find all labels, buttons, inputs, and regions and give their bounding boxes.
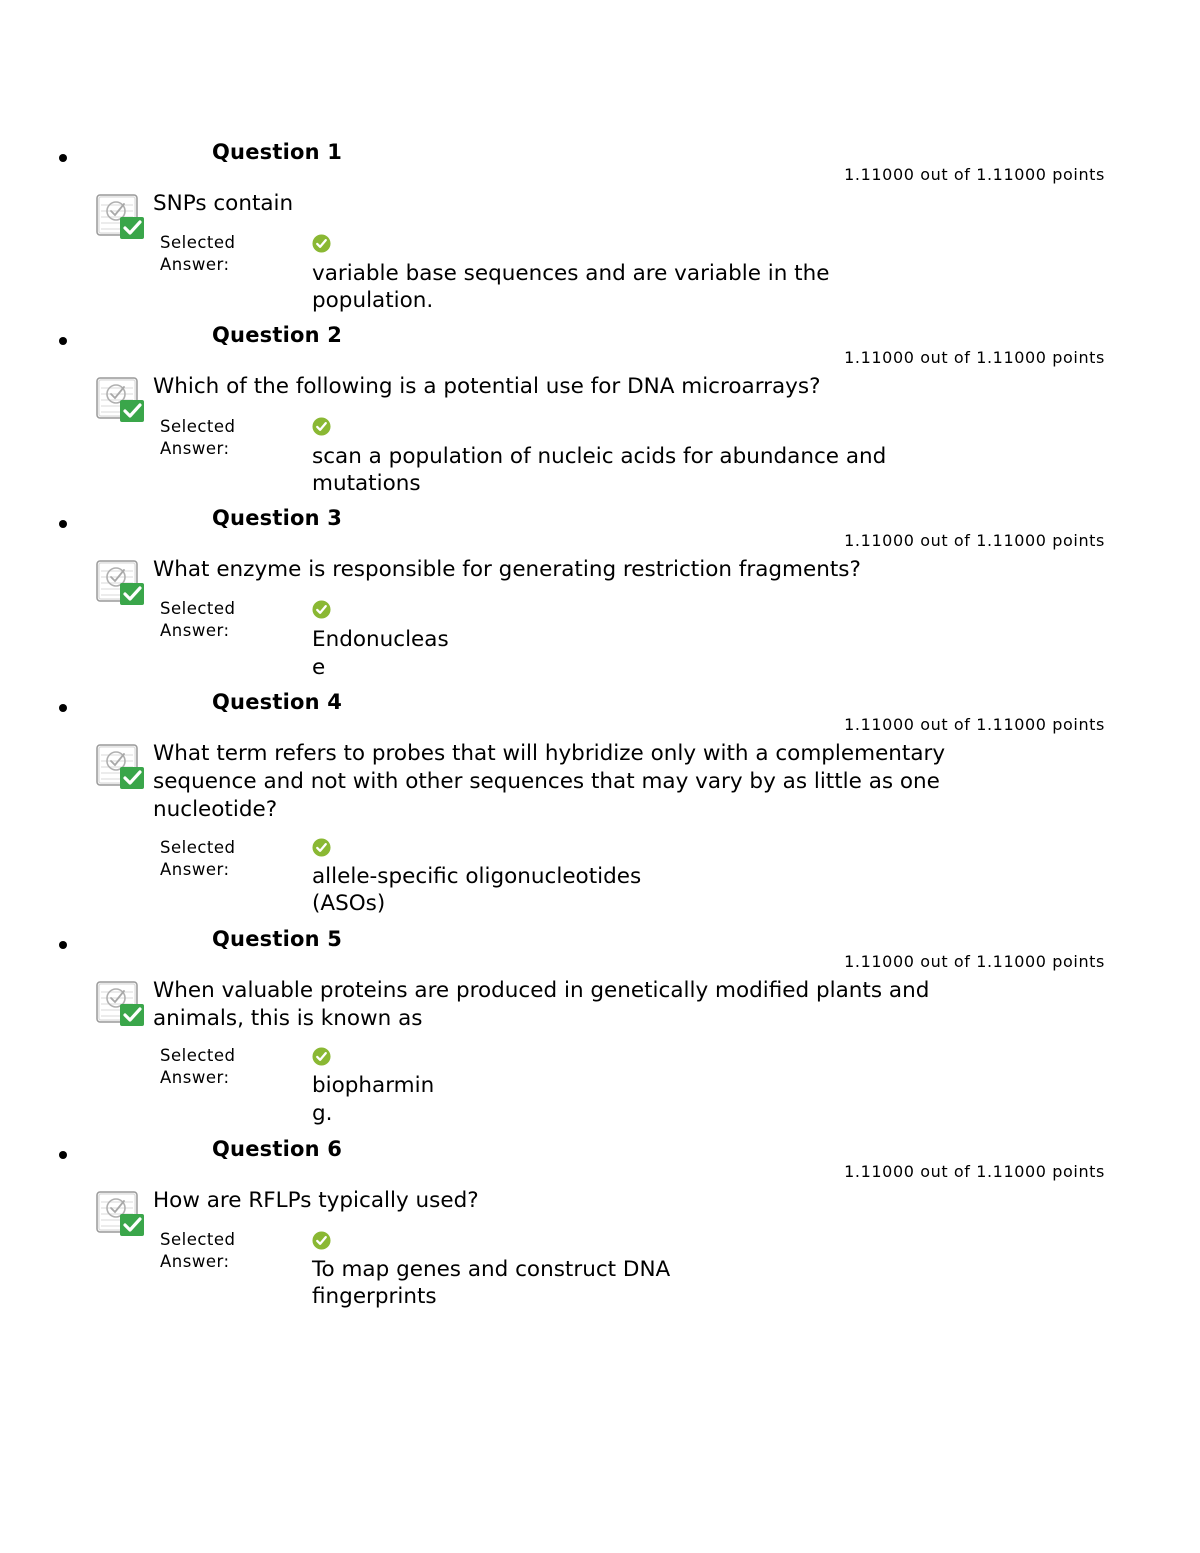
list-bullet	[59, 704, 67, 712]
question-points: 1.11000 out of 1.11000 points	[844, 715, 1105, 734]
question-points: 1.11000 out of 1.11000 points	[844, 1162, 1105, 1181]
correct-check-icon	[312, 838, 331, 857]
question-text: How are RFLPs typically used?	[153, 1188, 479, 1213]
selected-answer-label: Selected Answer:	[160, 417, 236, 458]
selected-answer-text: allele-specific oligonucleotides (ASOs)	[312, 864, 642, 916]
question-title: Question 5	[212, 927, 343, 951]
question-points: 1.11000 out of 1.11000 points	[844, 165, 1105, 184]
question-title: Question 6	[212, 1137, 343, 1161]
list-bullet	[59, 520, 67, 528]
question-title: Question 1	[212, 140, 343, 164]
question-points: 1.11000 out of 1.11000 points	[844, 348, 1105, 367]
selected-answer-text: biopharming.	[312, 1073, 435, 1126]
selected-answer-label: Selected Answer:	[160, 599, 236, 640]
question-text: What enzyme is responsible for generating restriction fragments?	[153, 557, 861, 582]
graded-correct-icon	[95, 556, 147, 608]
selected-answer-text: To map genes and construct DNA fingerprints	[312, 1257, 671, 1309]
selected-answer-label: Selected Answer:	[160, 1046, 236, 1087]
list-bullet	[59, 154, 67, 162]
selected-answer-label: Selected Answer:	[160, 838, 236, 879]
selected-answer-label: Selected Answer:	[160, 233, 236, 274]
list-bullet	[59, 337, 67, 345]
list-bullet	[59, 941, 67, 949]
question-title: Question 2	[212, 323, 343, 347]
graded-correct-icon	[95, 1187, 147, 1239]
question-text: What term refers to probes that will hybridize only with a complementary sequence and not with other sequences that may vary by as little as one nucleotide?	[153, 741, 946, 822]
question-title: Question 3	[212, 506, 343, 530]
graded-correct-icon	[95, 740, 147, 792]
question-text: Which of the following is a potential use for DNA microarrays?	[153, 374, 821, 399]
question-title: Question 4	[212, 690, 343, 714]
selected-answer-text: Endonuclease	[312, 627, 449, 680]
selected-answer-text: scan a population of nucleic acids for abundance and mutations	[312, 444, 887, 496]
graded-correct-icon	[95, 373, 147, 425]
correct-check-icon	[312, 1231, 331, 1250]
correct-check-icon	[312, 234, 331, 253]
correct-check-icon	[312, 417, 331, 436]
correct-check-icon	[312, 600, 331, 619]
selected-answer-label: Selected Answer:	[160, 1230, 236, 1271]
question-text: When valuable proteins are produced in genetically modified plants and animals, this is known as	[153, 978, 930, 1031]
question-points: 1.11000 out of 1.11000 points	[844, 952, 1105, 971]
graded-correct-icon	[95, 977, 147, 1029]
question-text: SNPs contain	[153, 191, 294, 216]
list-bullet	[59, 1151, 67, 1159]
correct-check-icon	[312, 1047, 331, 1066]
graded-correct-icon	[95, 190, 147, 242]
selected-answer-text: variable base sequences and are variable in the population.	[312, 261, 830, 313]
question-points: 1.11000 out of 1.11000 points	[844, 531, 1105, 550]
